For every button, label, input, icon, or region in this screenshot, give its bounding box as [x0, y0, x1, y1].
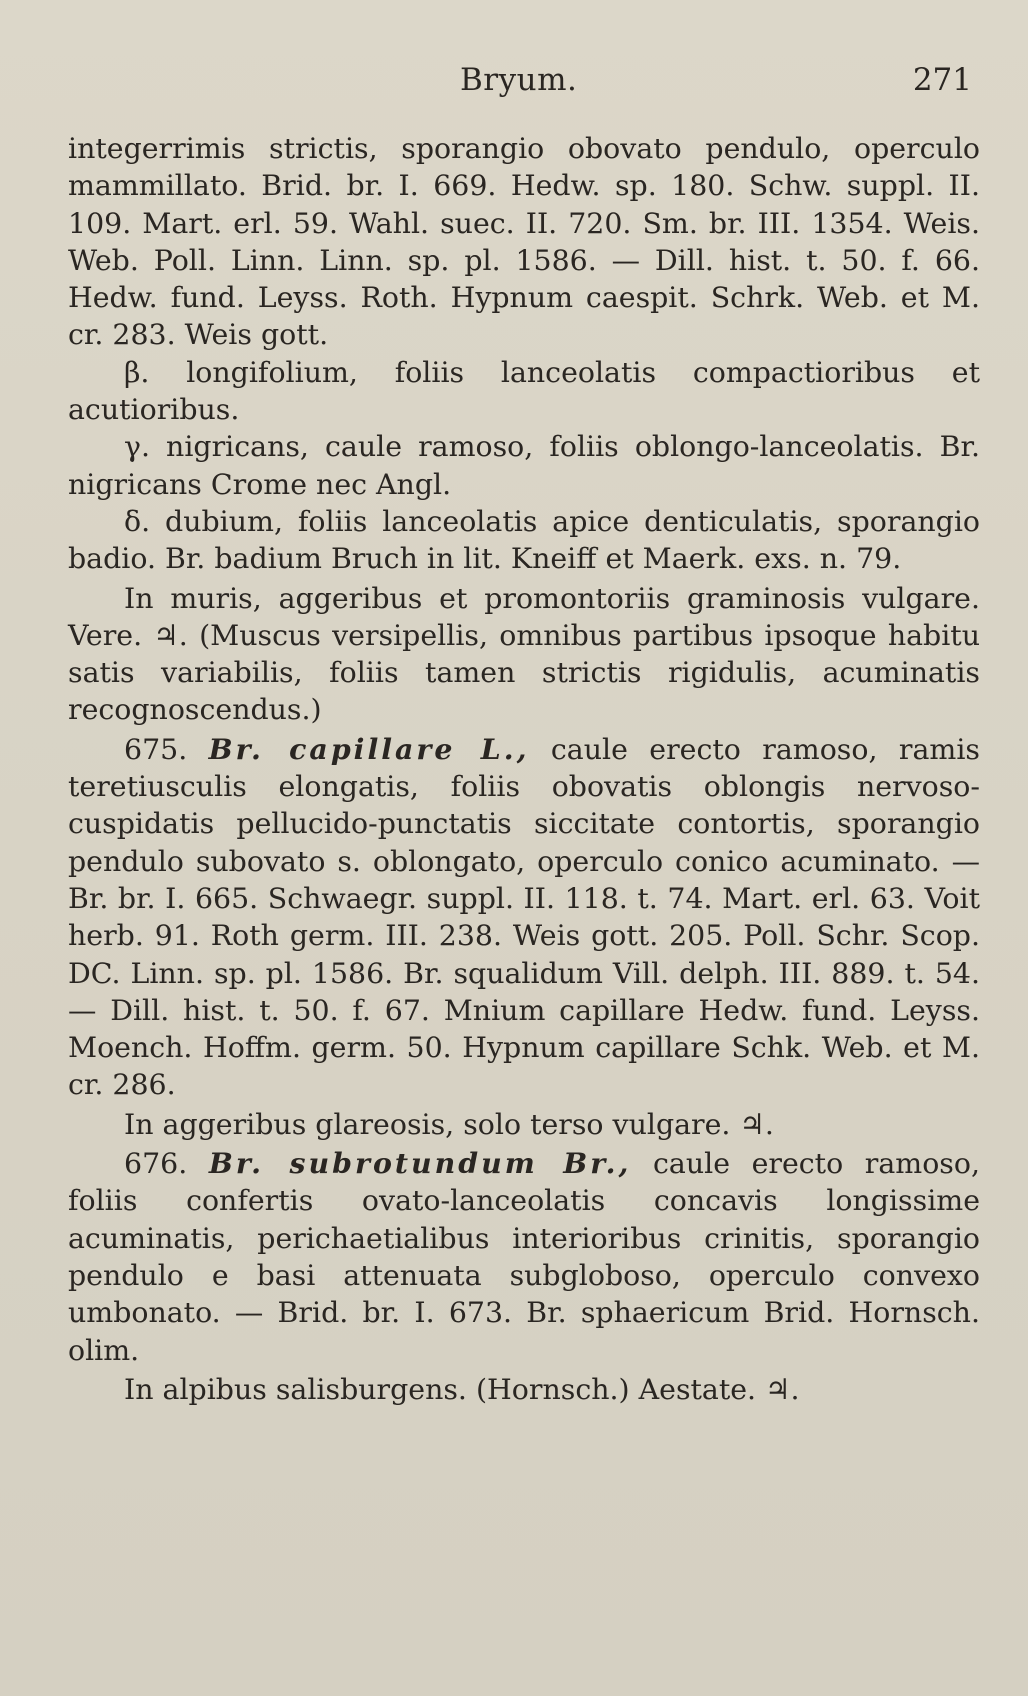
habitat-note: In aggeribus glareosis, solo terso vulgare. ♃. [124, 1107, 774, 1141]
page-number: 271 [912, 62, 972, 98]
species-number: 676. [124, 1147, 188, 1181]
variety-beta: β. longifolium, foliis lanceolatis compactioribus et acutioribus. [68, 355, 980, 427]
species-name: Br. subrotundum Br., [208, 1146, 632, 1181]
species-675 [68, 731, 980, 1104]
variety-gamma: γ. nigricans, caule ramoso, foliis oblongo-lanceolatis. Br. nigricans Crome nec Angl. [68, 430, 980, 501]
paragraph-continuation: integerrimis strictis, sporangio obovato pendulo, operculo mammillato. Brid. br. I. 669. Hedw. sp. 180. Schw. suppl. II. 109. Mart. erl. 59. Wahl. suec. II. 720. Sm. br. III. 1354. Weis. Web. Poll. Linn. Linn. sp. pl. 1586. — Dill. hist. t. 50. f. 66. Hedw. fund. Leyss. Roth. Hypnum caespit. Schrk. Web. et M. cr. 283. Weis gott. [68, 132, 980, 352]
species-name: Br. capillare L., [208, 731, 530, 766]
running-title: Bryum. [460, 62, 578, 98]
variety-delta: δ. dubium, foliis lanceolatis apice denticulatis, sporangio badio. Br. badium Bruch in lit. Kneiff et Maerk. exs. n. 79. [68, 504, 980, 576]
body-text [68, 130, 980, 1408]
habitat-note: In alpibus salisburgens. (Hornsch.) Aestate. ♃. [124, 1372, 800, 1406]
species-description: caule erecto ramoso, ramis teretiusculis elongatis, foliis obovatis oblongis nervoso-cuspidatis pellucido-punctatis siccitate contortis, sporangio pendulo subovato s. oblongato, operculo conico acuminato. — Br. br. I. 665. Schwaegr. suppl. II. 118. t. 74. Mart. erl. 63. Voit herb. 91. Roth germ. III. 238. Weis gott. 205. Poll. Schr. Scop. DC. Linn. sp. pl. 1586. Br. squalidum Vill. delph. III. 889. t. 54. — Dill. hist. t. 50. f. 67. Mnium capillare Hedw. fund. Leyss. Moench. Hoffm. germ. 50. Hypnum capillare Schk. Web. et M. cr. 286. [68, 732, 980, 1102]
species-number: 675. [124, 732, 188, 766]
habitat-note: In muris, aggeribus et promontoriis graminosis vulgare. Vere. ♃. (Muscus versipellis, omnibus partibus ipsoque habitu satis variabilis, foliis tamen strictis rigidulis, acuminatis recognoscendus.) [68, 581, 980, 727]
page-header [0, 62, 1028, 112]
species-676 [68, 1145, 980, 1369]
species-description: caule erecto ramoso, foliis confertis ovato-lanceolatis concavis longissime acuminatis, perichaetialibus interioribus crinitis, sporangio pendulo e basi attenuata subgloboso, operculo convexo umbonato. — Brid. br. I. 673. Br. sphaericum Brid. Hornsch. olim. [68, 1147, 980, 1367]
